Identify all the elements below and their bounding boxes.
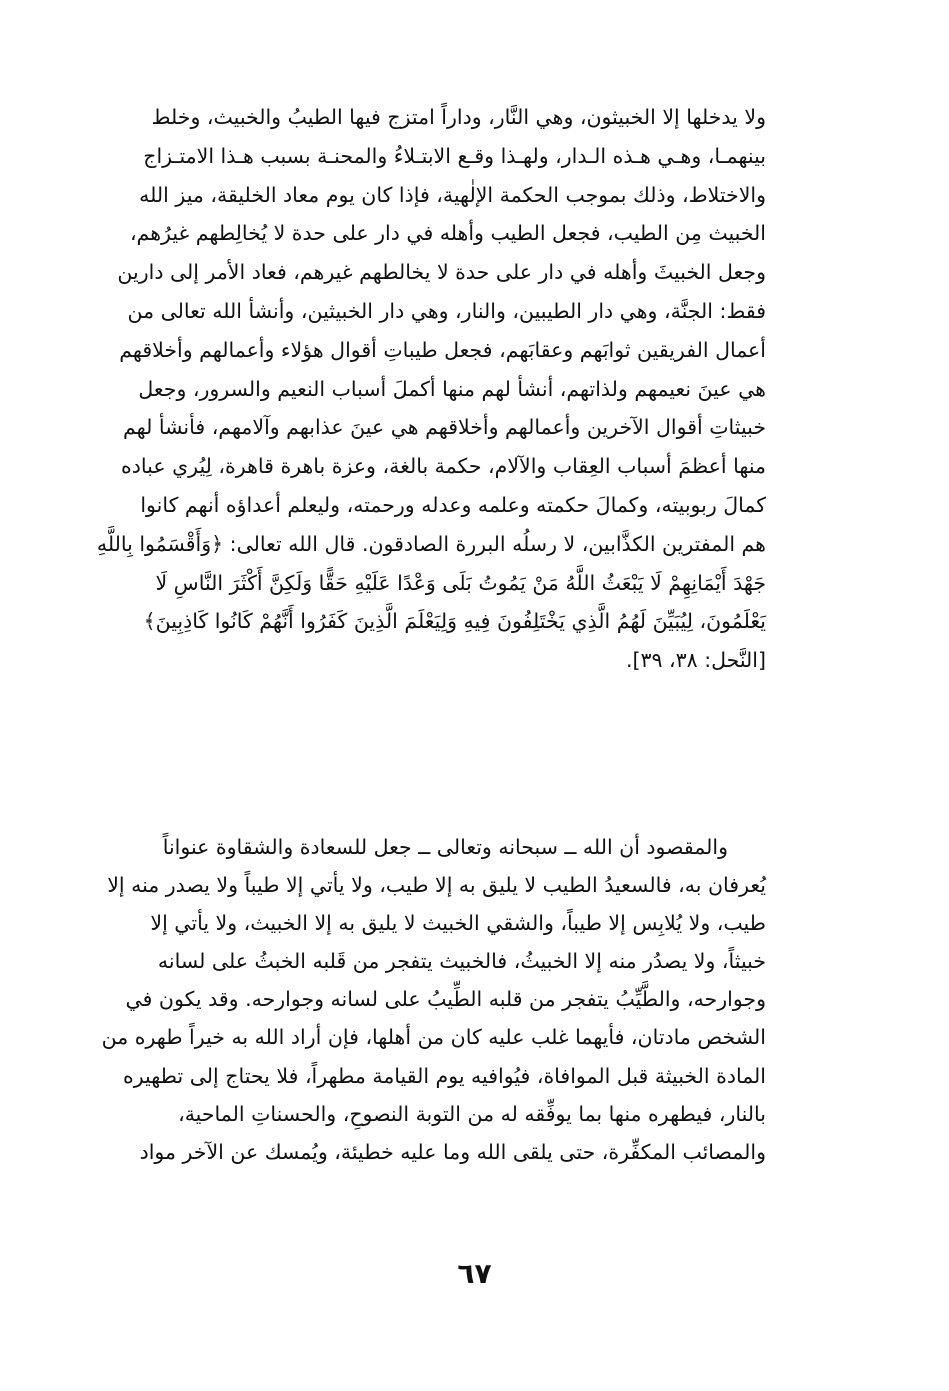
text-line: والاختلاط، وذلك بموجب الحكمة الإلٰهية، فإذا كان يوم معاد الخليقة، ميز الله xyxy=(139,182,766,207)
quran-verse-line: يَعْلَمُونَ، لِيُبَيِّنَ لَهُمُ الَّذِي يَخْتَلِفُونَ فِيهِ وَلِيَعْلَمَ الَّذِينَ كَفَرُوا أَنَّهُمْ كَانُوا كَاذِبِينَ﴾ xyxy=(143,609,766,634)
text-line: يُعرفان به، فالسعيدُ الطيب لا يليق به إلا طيب، ولا يأتي إلا طيباً ولا يصدر منه إلا xyxy=(107,873,766,898)
text-line: منها أعظمَ أسباب العِقاب والآلام، حكمة بالغة، وعزة باهرة قاهرة، لِيُري عباده xyxy=(121,454,766,479)
paragraph-1 xyxy=(96,98,766,680)
text-line: خبيثاتِ أقوال الآخرين وأعمالهم وأخلاقهم هي عينَ عذابهم وآلامهم، فأنشأ لهم xyxy=(123,415,766,440)
text-line: وجوارحه، والطَّيِّبُ يتفجر من قلبه الطِّيبُ على لسانه وجوارحه. وقد يكون في xyxy=(125,987,766,1012)
text-line: ولا يدخلها إلا الخبيثون، وهي النَّار، وداراً امتزج فيها الطيبُ والخبيث، وخلط xyxy=(151,105,766,129)
text-line: أعمال الفريقين ثوابَهم وعقابَهم، فجعل طيباتِ أقوال هؤلاء وأعمالهم وأخلاقهم xyxy=(119,337,766,362)
text-line: المادة الخبيثة قبل الموافاة، فيُوافيه يوم القيامة مطهراً، فلا يحتاج إلى تطهيره xyxy=(123,1063,766,1088)
text-line: بالنار، فيطهره منها بما يوفِّقه له من التوبة النصوحِ، والحسناتِ الماحية، xyxy=(178,1101,766,1126)
text-line: فقط: الجنَّة، وهي دار الطيبين، والنار، وهي دار الخبيثين، وأنشأ الله تعالى من xyxy=(127,298,766,323)
paragraph-2 xyxy=(101,828,766,1171)
text-line: الشخص مادتان، فأيهما غلب عليه كان من أهلها، فإن أراد الله به خيراً طهره من xyxy=(101,1025,766,1050)
quran-verse-line: جَهْدَ أَيْمَانِهِمْ لَا يَبْعَثُ اللَّهُ مَنْ يَمُوتُ بَلَى وَعْدًا عَلَيْهِ حَقًّا وَلَكِنَّ أَكْثَرَ النَّاسِ لَا xyxy=(155,570,766,595)
text-line: بينهمـا، وهـي هـذه الـدار، ولهـذا وقـع الابتـلاءُ والمحنـة بسبب هـذا الامتـزاج xyxy=(143,143,766,168)
page-number: ٦٧ xyxy=(457,1257,492,1290)
text-line: وجعل الخبيثَ وأهله في دار على حدة لا يخالطهم غيرهم، فعاد الأمر إلى دارين xyxy=(117,260,766,285)
text-line: هي عينَ نعيمهم ولذاتهم، أنشأ لهم منها أكملَ أسباب النعيم والسرور، وجعل xyxy=(138,376,766,401)
text-line: خبيثاً، ولا يصدُر منه إلا الخبيثُ، فالخبيث يتفجر من قَلبه الخبثُ على لسانه xyxy=(157,949,766,974)
text-line: والمقصود أن الله ــ سبحانه وتعالى ــ جعل للسعادة والشقاوة عنواناً xyxy=(162,835,728,859)
text-line: والمصائب المكفِّرة، حتى يلقى الله وما عليه خطيئة، ويُمسك عن الآخر مواد xyxy=(139,1139,766,1164)
verse-reference: [النَّحل: ٣٨، ٣٩]. xyxy=(625,648,766,673)
text-line: الخبيث مِن الطيب، فجعل الطيب وأهله في دار على حدة لا يُخالِطهم غيرُهم، xyxy=(129,221,766,246)
text-line: هم المفترين الكذَّابين، لا رسلُه البررة الصادقون. قال الله تعالى: ﴿وَأَقْسَمُوا بِاللَّهِ xyxy=(96,531,766,556)
text-line: طيب، ولا يُلابِس إلا طيباً، والشقي الخبيث لا يليق به إلا الخبيث، ولا يأتي إلا xyxy=(150,911,766,936)
text-line: كمالَ ربوبيته، وكمالَ حكمته وعلمه وعدله ورحمته، وليعلم أعداؤه أنهم كانوا xyxy=(140,492,766,517)
